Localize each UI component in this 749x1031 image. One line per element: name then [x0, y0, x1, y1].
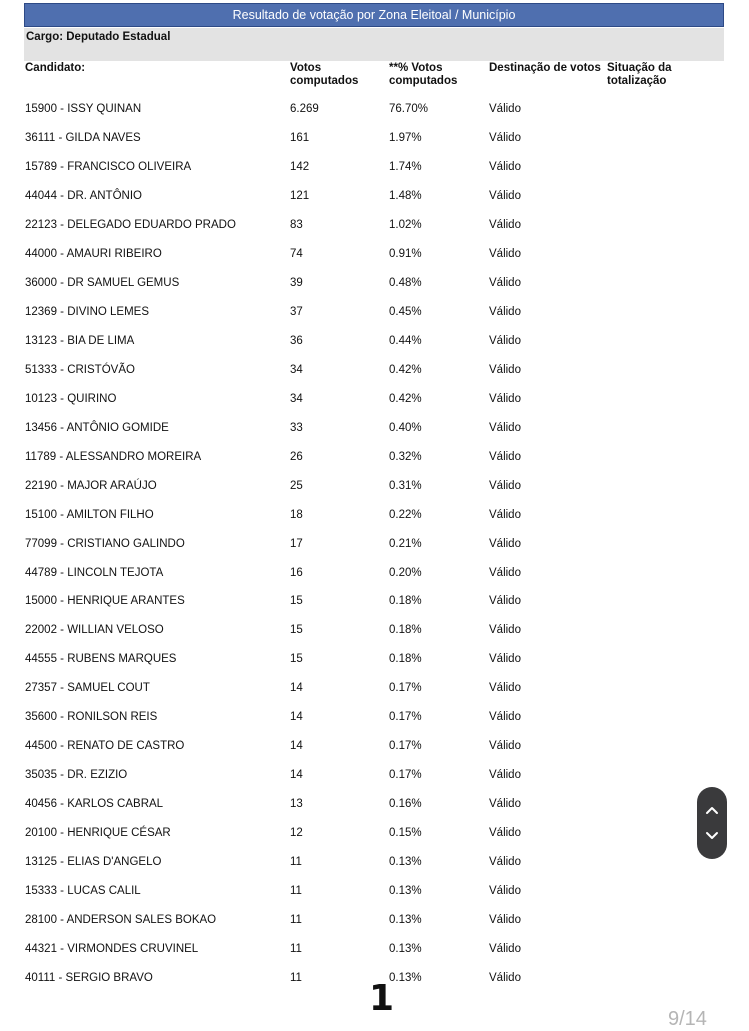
candidate-cell: 35035 - DR. EZIZIO [25, 769, 128, 782]
destination-cell: Válido [489, 276, 521, 289]
candidate-cell: 51333 - CRISTÓVÃO [25, 363, 135, 376]
percent-cell: 0.18% [389, 653, 422, 666]
header-percent-line1: **% Votos [389, 62, 443, 74]
destination-cell: Válido [489, 740, 521, 753]
candidate-cell: 44500 - RENATO DE CASTRO [25, 740, 185, 753]
percent-cell: 0.16% [389, 798, 422, 811]
votes-cell: 14 [290, 711, 303, 724]
percent-cell: 1.48% [389, 189, 422, 202]
table-row [0, 161, 749, 177]
votes-cell: 14 [290, 769, 303, 782]
destination-cell: Válido [489, 305, 521, 318]
table-row [0, 219, 749, 235]
votes-cell: 36 [290, 334, 303, 347]
table-row [0, 422, 749, 438]
candidate-cell: 15333 - LUCAS CALIL [25, 885, 141, 898]
table-row [0, 248, 749, 264]
page-counter: 9/14 [668, 1008, 707, 1030]
percent-cell: 1.97% [389, 131, 422, 144]
table-row [0, 567, 749, 583]
percent-cell: 0.18% [389, 595, 422, 608]
candidate-cell: 13123 - BIA DE LIMA [25, 334, 135, 347]
table-row [0, 509, 749, 525]
table-row [0, 885, 749, 901]
candidate-cell: 22002 - WILLIAN VELOSO [25, 624, 164, 637]
votes-cell: 34 [290, 392, 303, 405]
candidate-cell: 36111 - GILDA NAVES [25, 131, 141, 144]
percent-cell: 76.70% [389, 103, 429, 115]
destination-cell: Válido [489, 363, 521, 376]
destination-cell: Válido [489, 189, 521, 202]
table-row [0, 335, 749, 351]
percent-cell: 0.13% [389, 856, 422, 869]
votes-cell: 15 [290, 595, 303, 608]
percent-cell: 0.17% [389, 740, 422, 753]
percent-cell: 0.91% [389, 247, 422, 260]
candidate-cell: 44789 - LINCOLN TEJOTA [25, 566, 164, 579]
percent-cell: 0.13% [389, 972, 422, 985]
destination-cell: Válido [489, 827, 521, 840]
votes-cell: 15 [290, 653, 303, 666]
percent-cell: 0.45% [389, 305, 422, 318]
percent-cell: 0.48% [389, 276, 422, 289]
table-row [0, 595, 749, 611]
votes-cell: 16 [290, 566, 303, 579]
chevron-up-icon [705, 805, 719, 815]
destination-cell: Válido [489, 508, 521, 521]
handwritten-marker: 1 [369, 978, 395, 1019]
candidate-cell: 22190 - MAJOR ARAÚJO [25, 479, 157, 492]
percent-cell: 0.20% [389, 566, 422, 579]
header-destination: Destinação de votos [489, 62, 601, 74]
votes-cell: 11 [290, 972, 302, 985]
percent-cell: 0.32% [389, 450, 422, 463]
table-row [0, 943, 749, 959]
candidate-cell: 40111 - SERGIO BRAVO [25, 972, 153, 985]
header-status [607, 62, 672, 88]
destination-cell: Válido [489, 392, 521, 405]
cargo-label: Cargo: Deputado Estadual [26, 31, 171, 43]
percent-cell: 0.13% [389, 943, 422, 956]
candidate-cell: 20100 - HENRIQUE CÉSAR [25, 827, 171, 840]
votes-cell: 161 [290, 131, 310, 144]
table-row [0, 856, 749, 872]
table-row [0, 277, 749, 293]
candidate-cell: 15000 - HENRIQUE ARANTES [25, 595, 185, 608]
destination-cell: Válido [489, 247, 521, 260]
votes-cell: 13 [290, 798, 303, 811]
destination-cell: Válido [489, 566, 521, 579]
table-row [0, 364, 749, 380]
table-row [0, 103, 749, 119]
votes-cell: 74 [290, 247, 303, 260]
votes-cell: 14 [290, 682, 303, 695]
percent-cell: 0.22% [389, 508, 422, 521]
percent-cell: 0.21% [389, 537, 422, 550]
candidate-cell: 44000 - AMAURI RIBEIRO [25, 247, 162, 260]
votes-cell: 11 [290, 885, 302, 898]
destination-cell: Válido [489, 885, 521, 898]
destination-cell: Válido [489, 479, 521, 492]
table-row [0, 306, 749, 322]
percent-cell: 1.02% [389, 218, 422, 231]
candidate-cell: 35600 - RONILSON REIS [25, 711, 158, 724]
destination-cell: Válido [489, 769, 521, 782]
votes-cell: 17 [290, 537, 303, 550]
header-votes-line2: computados [290, 75, 359, 87]
destination-cell: Válido [489, 914, 521, 927]
header-status-line1: Situação da [607, 62, 672, 74]
candidate-cell: 36000 - DR SAMUEL GEMUS [25, 276, 180, 289]
destination-cell: Válido [489, 711, 521, 724]
page-scroll-control [697, 787, 727, 859]
percent-cell: 0.17% [389, 711, 422, 724]
votes-cell: 12 [290, 827, 303, 840]
percent-cell: 0.15% [389, 827, 422, 840]
votes-cell: 33 [290, 421, 303, 434]
scroll-down-button[interactable] [697, 821, 727, 851]
destination-cell: Válido [489, 653, 521, 666]
table-row [0, 653, 749, 669]
destination-cell: Válido [489, 856, 521, 869]
votes-cell: 121 [290, 189, 310, 202]
table-row [0, 538, 749, 554]
destination-cell: Válido [489, 334, 521, 347]
candidate-cell: 15789 - FRANCISCO OLIVEIRA [25, 160, 192, 173]
candidate-cell: 15900 - ISSY QUINAN [25, 103, 142, 115]
candidate-cell: 40456 - KARLOS CABRAL [25, 798, 164, 811]
header-votes [290, 62, 358, 88]
candidate-cell: 44321 - VIRMONDES CRUVINEL [25, 943, 199, 956]
destination-cell: Válido [489, 450, 521, 463]
percent-cell: 0.17% [389, 769, 422, 782]
percent-cell: 0.42% [389, 392, 422, 405]
table-row [0, 451, 749, 467]
candidate-cell: 44044 - DR. ANTÔNIO [25, 189, 142, 202]
percent-cell: 0.40% [389, 421, 422, 434]
candidate-cell: 10123 - QUIRINO [25, 392, 117, 405]
percent-cell: 1.74% [389, 160, 422, 173]
votes-cell: 26 [290, 450, 303, 463]
candidate-cell: 22123 - DELEGADO EDUARDO PRADO [25, 218, 236, 231]
percent-cell: 0.13% [389, 885, 422, 898]
votes-cell: 11 [290, 914, 302, 927]
table-row [0, 624, 749, 640]
votes-cell: 34 [290, 363, 303, 376]
destination-cell: Válido [489, 103, 521, 115]
votes-cell: 83 [290, 218, 303, 231]
votes-cell: 142 [290, 160, 310, 173]
table-row [0, 132, 749, 148]
destination-cell: Válido [489, 798, 521, 811]
destination-cell: Válido [489, 160, 521, 173]
votes-cell: 18 [290, 508, 303, 521]
votes-cell: 37 [290, 305, 303, 318]
destination-cell: Válido [489, 421, 521, 434]
destination-cell: Válido [489, 943, 521, 956]
percent-cell: 0.31% [389, 479, 422, 492]
destination-cell: Válido [489, 218, 521, 231]
candidate-cell: 77099 - CRISTIANO GALINDO [25, 537, 185, 550]
percent-cell: 0.44% [389, 334, 422, 347]
destination-cell: Válido [489, 595, 521, 608]
candidate-cell: 12369 - DIVINO LEMES [25, 305, 149, 318]
candidate-cell: 28100 - ANDERSON SALES BOKAO [25, 914, 217, 927]
candidate-cell: 11789 - ALESSANDRO MOREIRA [25, 450, 202, 463]
table-row [0, 682, 749, 698]
percent-cell: 0.18% [389, 624, 422, 637]
destination-cell: Válido [489, 537, 521, 550]
percent-cell: 0.13% [389, 914, 422, 927]
votes-cell: 11 [290, 943, 302, 956]
table-row [0, 480, 749, 496]
destination-cell: Válido [489, 624, 521, 637]
header-percent [389, 62, 457, 88]
destination-cell: Válido [489, 972, 521, 985]
destination-cell: Válido [489, 131, 521, 144]
chevron-down-icon [705, 831, 719, 841]
table-row [0, 711, 749, 727]
header-votes-line1: Votos [290, 62, 322, 74]
header-percent-line2: computados [389, 75, 458, 87]
votes-cell: 11 [290, 856, 302, 869]
votes-cell: 6.269 [290, 103, 319, 115]
votes-cell: 25 [290, 479, 303, 492]
header-status-line2: totalização [607, 75, 667, 87]
table-row [0, 190, 749, 206]
percent-cell: 0.42% [389, 363, 422, 376]
candidate-cell: 13125 - ELIAS D'ANGELO [25, 856, 162, 869]
table-row [0, 393, 749, 409]
report-title-banner: Resultado de votação por Zona Eleitoal / Município [24, 3, 724, 27]
table-row [0, 798, 749, 814]
table-row [0, 827, 749, 843]
table-row [0, 740, 749, 756]
candidate-cell: 13456 - ANTÔNIO GOMIDE [25, 421, 169, 434]
header-candidate: Candidato: [25, 62, 86, 74]
candidate-cell: 27357 - SAMUEL COUT [25, 682, 150, 695]
candidate-cell: 15100 - AMILTON FILHO [25, 508, 154, 521]
table-row [0, 769, 749, 785]
destination-cell: Válido [489, 682, 521, 695]
votes-cell: 14 [290, 740, 303, 753]
percent-cell: 0.17% [389, 682, 422, 695]
votes-cell: 15 [290, 624, 303, 637]
candidate-cell: 44555 - RUBENS MARQUES [25, 653, 177, 666]
table-row [0, 914, 749, 930]
votes-cell: 39 [290, 276, 303, 289]
